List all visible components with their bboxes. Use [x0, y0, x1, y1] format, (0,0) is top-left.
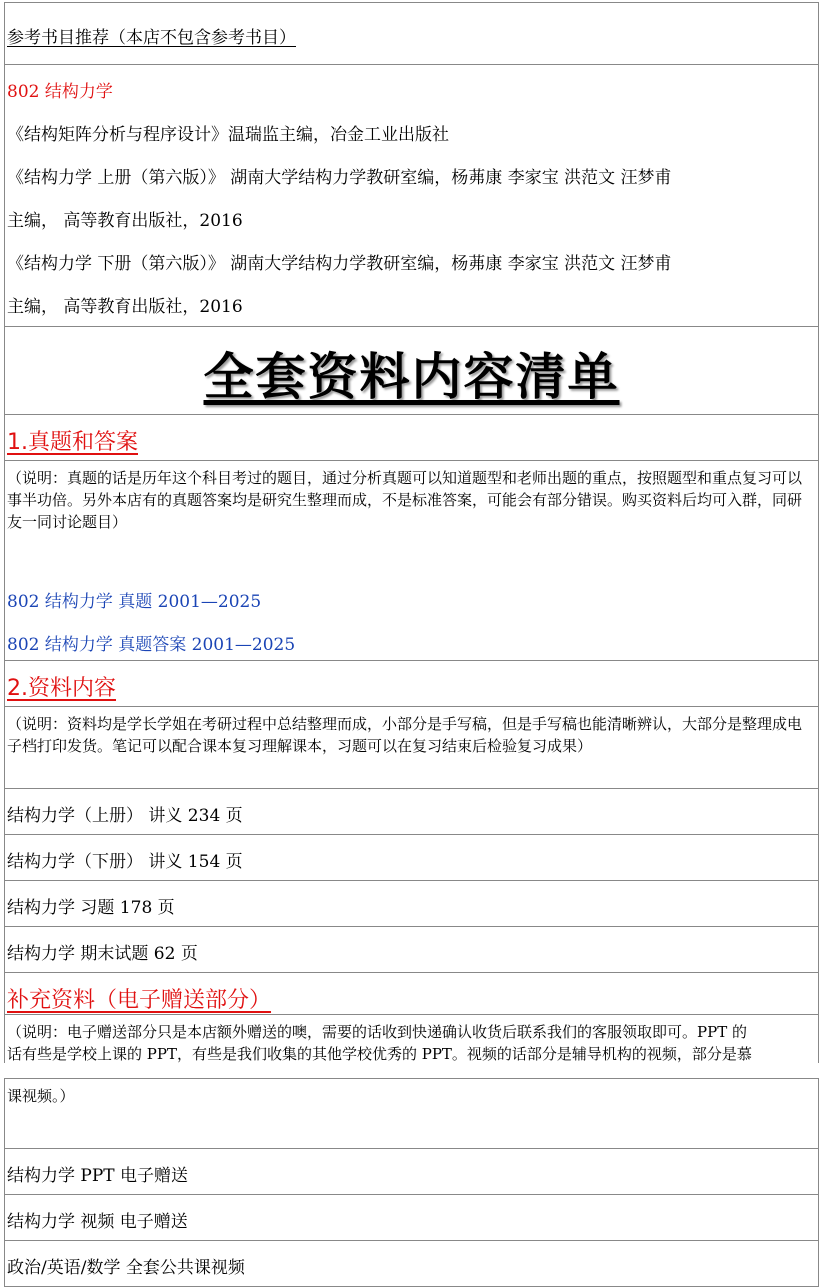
- section1-item-1: 802 结构力学 真题 2001—2025: [7, 592, 262, 612]
- content-table-top: [4, 2, 819, 1063]
- section3-item-row-3: [5, 1241, 818, 1287]
- reference-books-row: [5, 65, 818, 327]
- section1-heading-row: [5, 415, 818, 461]
- section2-heading-row: [5, 661, 818, 707]
- section1-note: （说明：真题的话是历年这个科目考过的题目，通过分析真题可以知道题型和老师出题的重点，按照题型和重点复习可以事半功倍。另外本店有的真题答案均是研究生整理而成，不是标准答案，可能会有部分错误。购买资料后均可入群，同研友一同讨论题目）: [7, 469, 803, 531]
- section2-item-row-1: [5, 789, 818, 835]
- section2-item-row-4: [5, 927, 818, 973]
- section3-item-2: 结构力学 视频 电子赠送: [7, 1212, 188, 1232]
- book-line-5: 主编， 高等教育出版社，2016: [7, 297, 243, 317]
- section3-item-row-2: [5, 1195, 818, 1241]
- section1-item-2: 802 结构力学 真题答案 2001—2025: [7, 635, 296, 655]
- reference-subject: 802 结构力学: [7, 82, 113, 102]
- section2-item-2: 结构力学（下册） 讲义 154 页: [7, 852, 243, 872]
- section2-item-4: 结构力学 期末试题 62 页: [7, 944, 198, 964]
- section3-note-line3: 课视频。）: [7, 1087, 75, 1105]
- section1-body-row: [5, 461, 818, 661]
- section2-item-row-2: [5, 835, 818, 881]
- book-line-3: 主编， 高等教育出版社，2016: [7, 211, 243, 231]
- book-line-1: 《结构矩阵分析与程序设计》温瑞监主编，冶金工业出版社: [7, 125, 449, 145]
- section3-item-3: 政治/英语/数学 全套公共课视频: [7, 1258, 245, 1278]
- section1-heading: 1.真题和答案: [7, 430, 138, 455]
- section2-note-row: [5, 707, 818, 789]
- section3-item-1: 结构力学 PPT 电子赠送: [7, 1166, 189, 1186]
- reference-header: 参考书目推荐（本店不包含参考书目）: [7, 28, 296, 48]
- section2-item-row-3: [5, 881, 818, 927]
- title-row: [5, 327, 818, 415]
- section3-note-row-top: [5, 1015, 818, 1063]
- book-line-4: 《结构力学 下册（第六版）》 湖南大学结构力学教研室编，杨茀康 李家宝 洪范文 汪梦甫: [7, 254, 672, 274]
- section3-note-line1: （说明：电子赠送部分只是本店额外赠送的噢，需要的话收到快递确认收货后联系我们的客服领取即可。PPT 的: [7, 1023, 747, 1041]
- section3-note-row-bottom: [5, 1079, 818, 1149]
- section2-item-1: 结构力学（上册） 讲义 234 页: [7, 806, 243, 826]
- section3-item-row-1: [5, 1149, 818, 1195]
- book-line-2: 《结构力学 上册（第六版）》 湖南大学结构力学教研室编，杨茀康 李家宝 洪范文 汪梦甫: [7, 168, 672, 188]
- content-table-bottom: [4, 1078, 819, 1287]
- section2-item-3: 结构力学 习题 178 页: [7, 898, 175, 918]
- reference-header-row: [5, 3, 818, 65]
- section3-note-line2: 话有些是学校上课的 PPT，有些是我们收集的其他学校优秀的 PPT。视频的话部分是辅导机构的视频，部分是慕: [7, 1045, 752, 1063]
- section3-heading: 补充资料（电子赠送部分）: [7, 988, 272, 1013]
- section2-heading: 2.资料内容: [7, 676, 116, 701]
- section3-heading-row: [5, 973, 818, 1015]
- section2-note: （说明：资料均是学长学姐在考研过程中总结整理而成，小部分是手写稿，但是手写稿也能清晰辨认，大部分是整理成电子档打印发货。笔记可以配合课本复习理解课本，习题可以在复习结束后检验复习成果）: [7, 715, 803, 755]
- page-title: 全套资料内容清单: [203, 348, 620, 406]
